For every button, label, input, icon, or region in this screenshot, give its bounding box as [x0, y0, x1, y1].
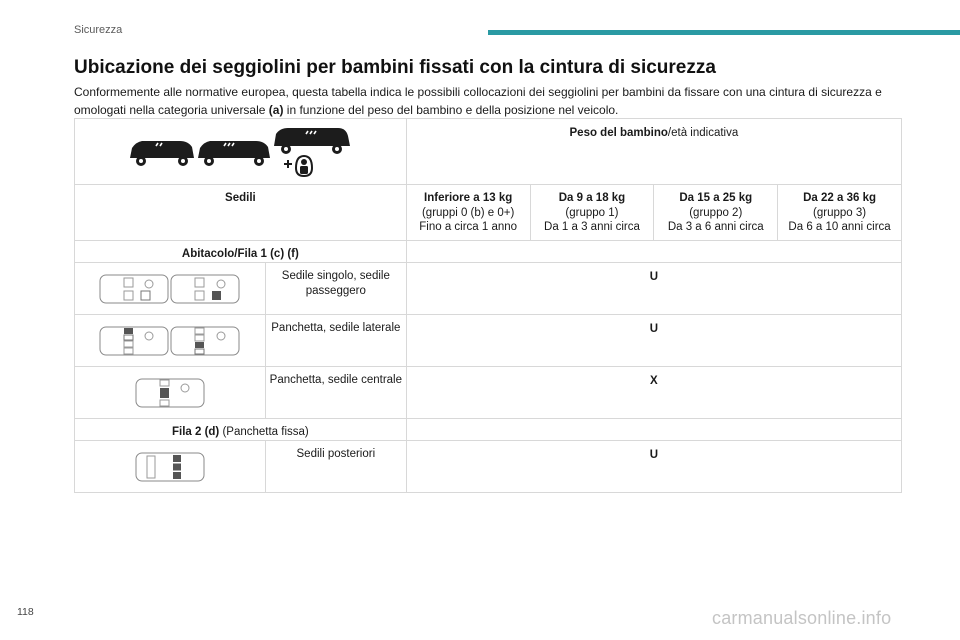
seat-position-label: Sedili posteriori	[265, 441, 406, 493]
suitability-value: U	[406, 441, 901, 493]
child-seat-table	[74, 118, 902, 493]
group-line3: Fino a circa 1 anno	[419, 221, 518, 233]
empty-cell	[406, 419, 901, 441]
vehicle-icons-cell	[75, 119, 407, 185]
group-line2: (gruppi 0 (b) e 0+)	[421, 206, 515, 219]
suitability-value: U	[406, 263, 901, 315]
seats-label: Sedili	[225, 192, 256, 204]
rear-seats-icon	[135, 450, 205, 484]
group-title: Inferiore a 13 kg	[424, 192, 513, 204]
group-title: Da 22 a 36 kg	[803, 192, 877, 204]
group-line3: Da 6 a 10 anni circa	[788, 221, 891, 233]
group-line2: (gruppo 3)	[813, 206, 867, 219]
watermark: carmanualsonline.info	[712, 608, 892, 628]
section-label: Sicurezza	[74, 24, 123, 36]
vehicles-icon	[128, 124, 353, 180]
group-cell	[778, 185, 902, 241]
row2-section-cell	[75, 419, 407, 441]
group-cell	[654, 185, 778, 241]
page-number: 118	[17, 606, 34, 618]
group-line2: (gruppo 1)	[565, 206, 619, 219]
group-cell	[530, 185, 654, 241]
group-cell	[406, 185, 530, 241]
row2-section-rest: (Panchetta fissa)	[219, 426, 309, 438]
seat-diagram-cell	[75, 367, 266, 419]
empty-cell	[406, 241, 901, 263]
weight-header-rest: /età indicativa	[667, 127, 739, 139]
intro-text-2: in funzione del peso del bambino e della posizione nel veicolo.	[283, 103, 619, 117]
suitability-value: U	[406, 315, 901, 367]
row1-section-cell	[75, 241, 407, 263]
seat-diagram-cell	[75, 315, 266, 367]
intro-bold-ref: (a)	[268, 103, 284, 117]
weight-header-bold: Peso del bambino	[569, 127, 668, 139]
bench-side-seat-icon	[99, 324, 241, 358]
page-title: Ubicazione dei seggiolini per bambini fissati con la cintura di sicurezza	[74, 57, 716, 78]
intro-text-1: Conformemente alle normative europea, questa tabella indica le possibili collocazioni dei seggiolini per bambini da fissare con una cintura di sicurezza e omologati nella categoria universale	[74, 85, 882, 117]
weight-header-cell	[406, 119, 901, 185]
group-title: Da 9 a 18 kg	[558, 192, 626, 204]
bench-center-seat-icon	[135, 376, 205, 410]
row2-section-bold: Fila 2 (d)	[171, 426, 220, 438]
seat-position-label: Sedile singolo, sedile passeggero	[265, 263, 406, 315]
group-line3: Da 3 a 6 anni circa	[667, 221, 764, 233]
seat-diagram-cell	[75, 441, 266, 493]
group-line2: (gruppo 2)	[689, 206, 743, 219]
group-title: Da 15 a 25 kg	[679, 192, 753, 204]
seats-label-cell	[75, 185, 407, 241]
seat-diagram-cell	[75, 263, 266, 315]
header-accent-bar	[488, 30, 960, 35]
front-seat-passenger-icon	[99, 272, 241, 306]
suitability-value: X	[406, 367, 901, 419]
group-line3: Da 1 a 3 anni circa	[544, 221, 640, 233]
seat-position-label: Panchetta, sedile laterale	[265, 315, 406, 367]
row1-section-label: Abitacolo/Fila 1 (c) (f)	[181, 248, 299, 260]
seat-position-label: Panchetta, sedile centrale	[265, 367, 406, 419]
intro-paragraph	[74, 83, 904, 119]
